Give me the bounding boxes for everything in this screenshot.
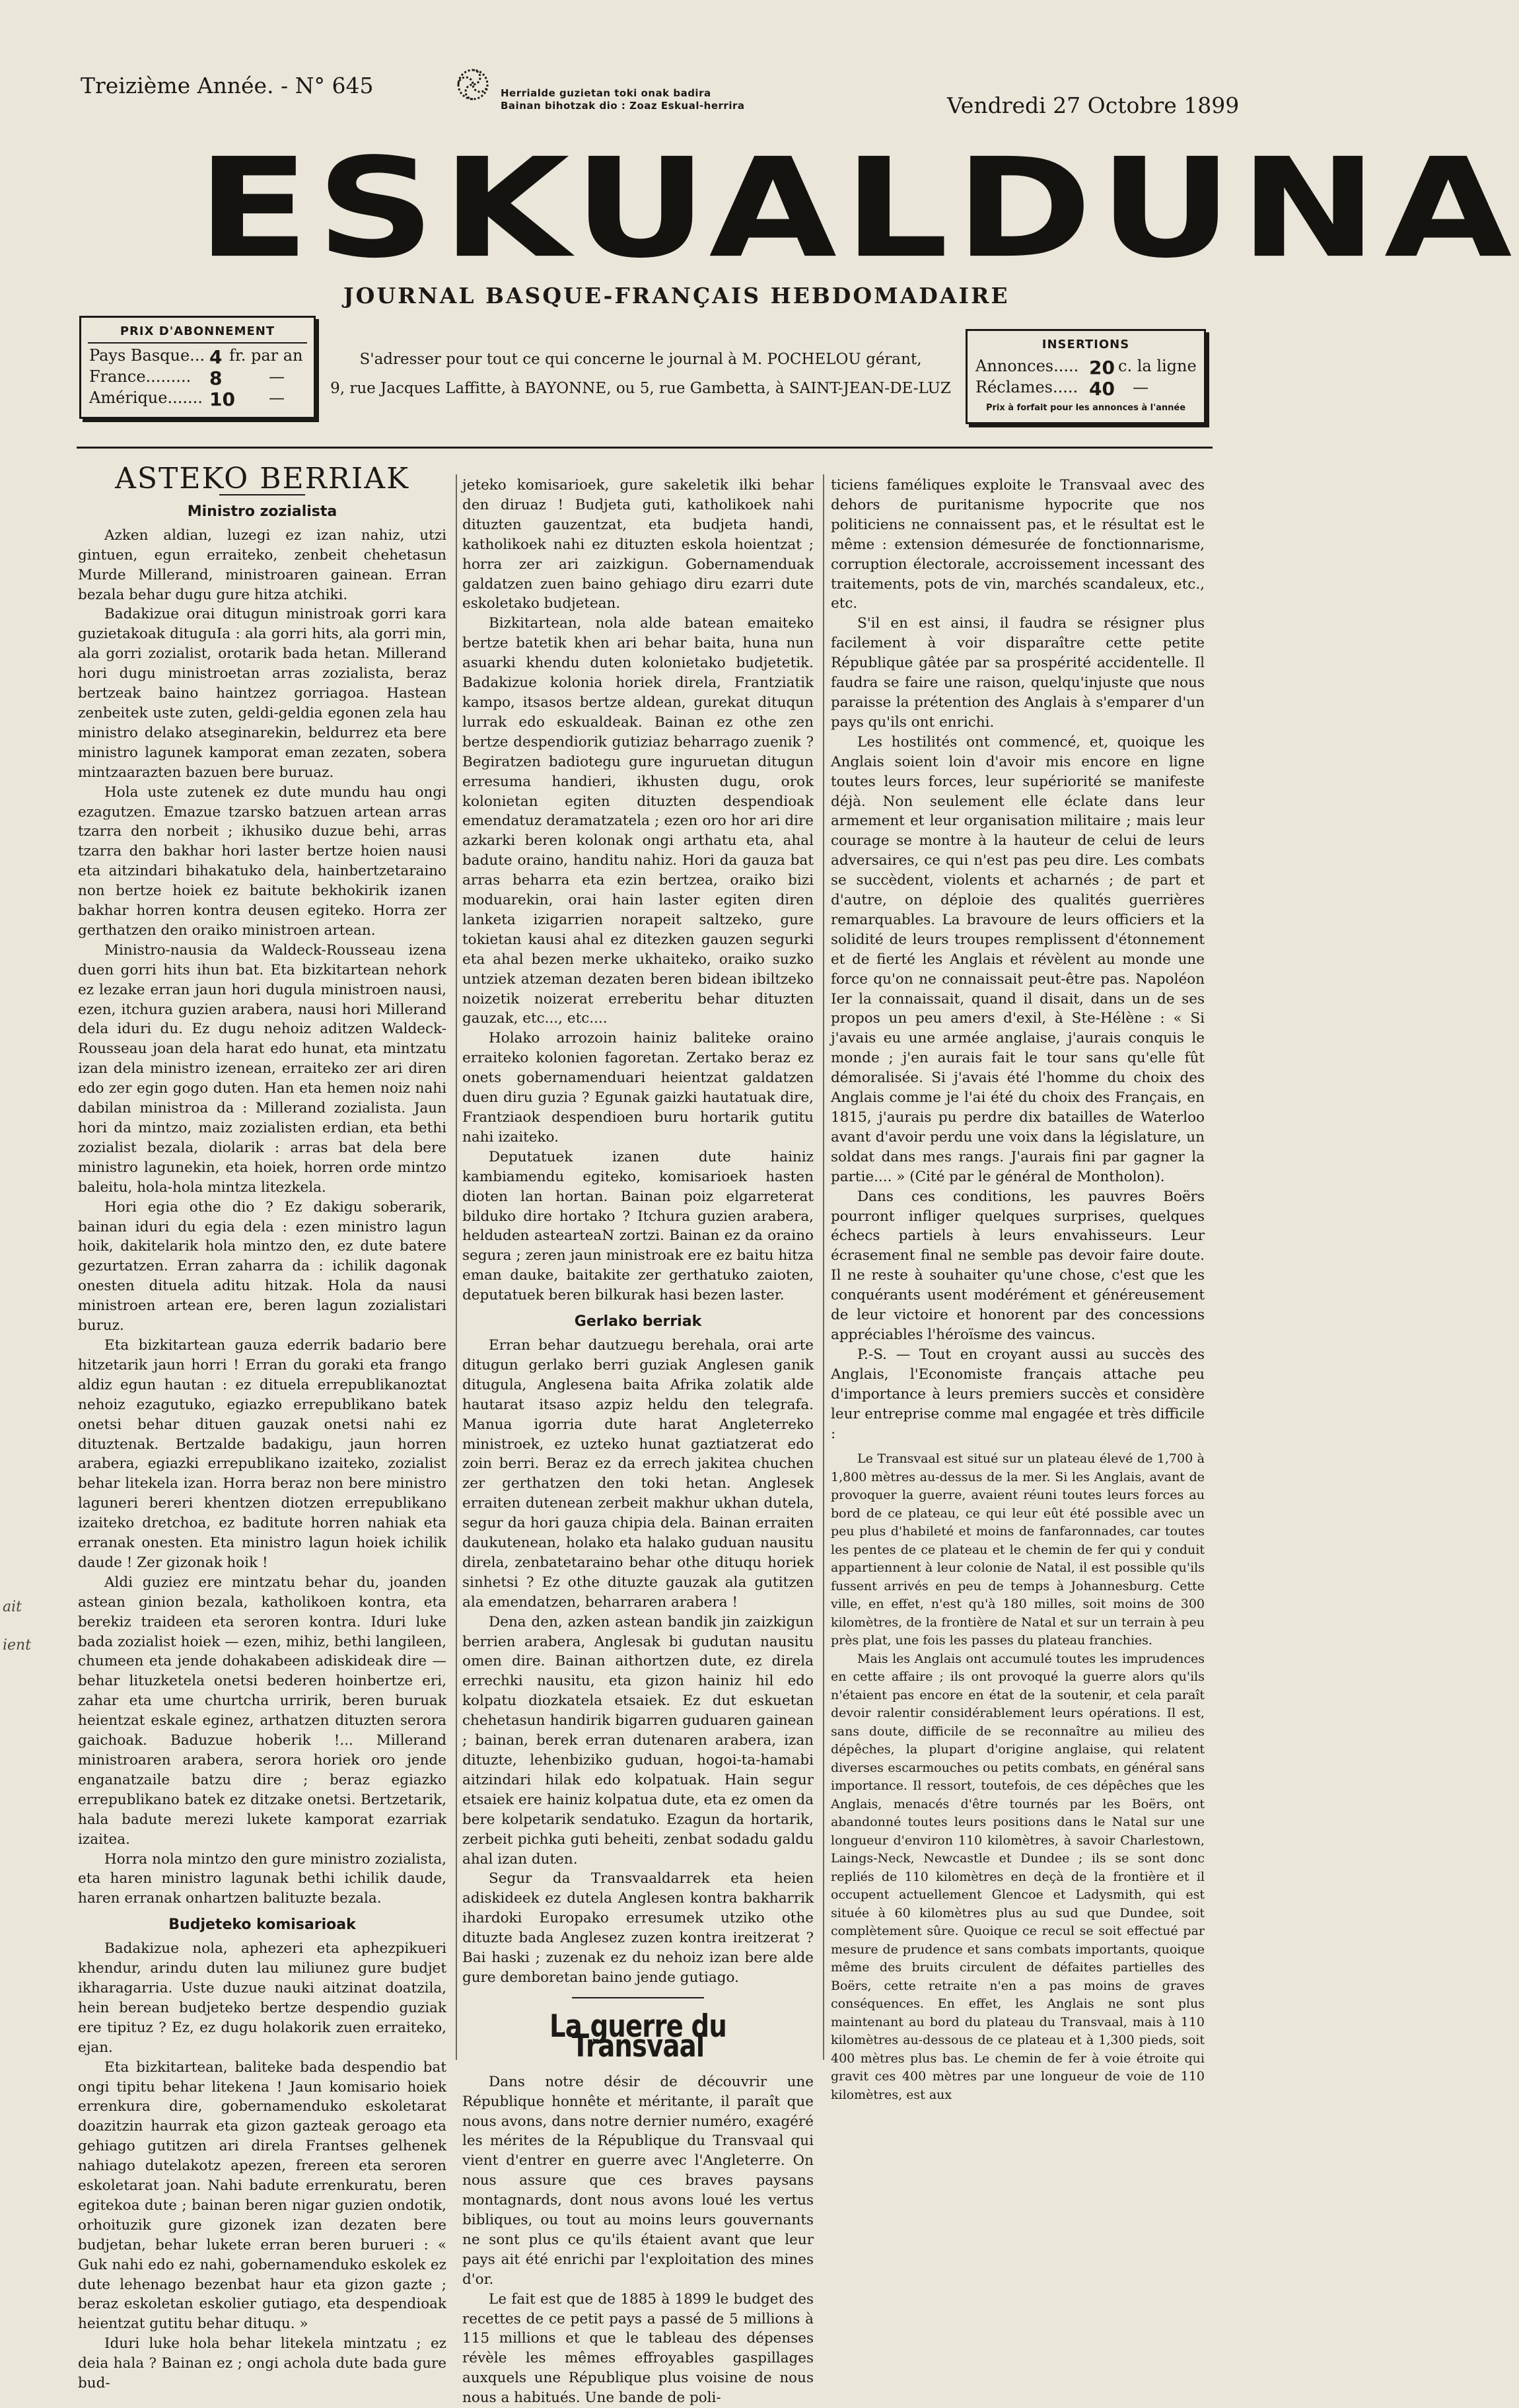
insertions-row: Annonces..... 20 c. la ligne (975, 357, 1197, 379)
masthead-subtitle: JOURNAL BASQUE-FRANÇAIS HEBDOMADAIRE (343, 283, 1010, 309)
paragraph: Azken aldian, luzegi ez izan nahiz, utzi gintuen, egun erraiteko, zenbeit chehetasun Murde Millerand, ministroaren gainean. Erran bezala behar dugu gure hitza atchiki. (78, 527, 446, 603)
paragraph: P.-S. — Tout en croyant aussi au succès des Anglais, l'Economiste français attache peu d'importance à leurs premiers succès et considère leur entreprise comme mal engagée et très difficile : (831, 1346, 1205, 1442)
contact-address: S'adresser pour tout ce qui concerne le journal à M. POCHELOU gérant, 9, rue Jacques Laffitte, à BAYONNE, ou 5, rue Gambetta, à SAINT-JEAN-DE-LUZ (330, 351, 951, 397)
article-heading: Ministro zozialista (187, 503, 337, 520)
paragraph: Les hostilités ont commencé, et, quoique les Anglais soient loin d'avoir mis encore en ligne toutes leurs forces, leur supériorité se manifeste déjà. Non seulement elle éclate dans leur armement et leur organisation militaire ; mais leur courage se montre à la hauteur de celui de leurs adversaires, ce qui n'est pas peu dire. Les combats se succèdent, violents et acharnés ; de part et d'autre, on déploie des qualités guerrières remarquables. La bravoure de leurs officiers et la solidité de leurs troupes remplissent d'étonnement et de fierté les Anglais et révèlent au monde une force qu'on ne connaissait peut-être pas. Napoléon Ier la connaissait, quand il disait, dans un de ses propos un peu amers d'exil, à Ste-Hélène : « Si j'avais eu une armée anglaise, j'aurais conquis le monde ; j'en aurais fait le tour sans qu'elle fût démoralisée. Si j'avais été l'homme du choix des Anglais comme je l'ai été du choix des Français, en 1815, j'aurais pu perdre dix batailles de Waterloo avant d'avoir perdu une voix dans la législature, un soldat dans mes rangs. J'aurais fini par gagner la partie.... » (Cité par le général de Montholon). (831, 733, 1205, 1185)
paragraph: Badakizue orai ditugun ministroak gorri kara guzietakoak dituguIa : ala gorri hits, ala gorri min, ala gorri zozialist, orotarik bada hetan. Millerand hori dugu ministroetan arras zozialista, beraz bertzeak baino haintzez gorriagoa. Hastean zenbeitek uste zuten, geldi-geldia egonen zela hau ministro delako atseginarekin, beldurrez eta bere ministro lagunek kamporat eman zezaten, sobera mintzaarazten bazuen bere buruaz. (78, 606, 446, 781)
subscription-row: France......... 8 — (89, 367, 285, 389)
margin-note: ait (3, 1599, 22, 1615)
article-heading: Gerlako berriak (574, 1313, 702, 1331)
quoted-paragraph: Mais les Anglais ont accumulé toutes les imprudences en cette affaire ; ils ont provoqué la guerre alors qu'ils n'étaient pas encore en état de la soutenir, et cela paraît devoir ralentir considérablement leurs opérations. Il est, sans doute, difficile de se reconnaître au milieu des dépêches, la plupart d'origine anglaise, qui relatent diverses escarmouches ou petits combats, en général sans importance. Il ressort, toutefois, de ces dépêches que les Anglais, menacés d'être tournés par les Boërs, ont abandonné toutes leurs positions dans le Natal sur une longueur d'environ 110 kilomètres, à savoir Charlestown, Laings-Neck, Newcastle et Dundee ; ils se sont donc repliés de 110 kilomètres en deçà de la frontière et il occupent actuellement Glencoe et Ladysmith, qui est située à 60 kilomètres plus au sud que Dundee, soit complètement sûre. Quoique ce recul se soit effectué par mesure de prudence et sans combats importants, quoique même des bruits circulent de défaites partielles des Boërs, cette retraite n'en a pas moins de graves conséquences. En effet, les Anglais ne sont plus maintenant au bord du plateau du Transvaal, mais à 110 kilomètres au-dessous de ce plateau et à 1,300 pieds, soit 400 mètres plus bas. Le chemin de fer à voie étroite qui gravit ces 400 mètres par une longueur de voie de 110 kilomètres, est aux (831, 1651, 1205, 2102)
subscription-row: Pays Basque... 4 fr. par an (89, 346, 303, 368)
article-title: La guerre du Transvaal (549, 2008, 726, 2064)
paragraph: Ministro-nausia da Waldeck-Rousseau izena duen gorri hits ihun bat. Eta bizkitartean nehork ez lezake erran jaun hori dugula ministroen nausi, ezen, itchura guzien arabera, nausi hori Millerand dela iduri du. Ez dugu nehoiz aditzen Waldeck-Rousseau joan dela harat edo hunat, eta mintzatu izan dela ministro izenean, erraiteko zer ari diren edo zer egin gogo duten. Han eta hemen noiz nahi dabilan ministroa da : Millerand zozialista. Jaun hori da mintzo, maiz zozialisten erdian, eta bethi zozialist bezala, diolarik : arras bat dela bere ministro lagunekin, eta hoiek, horren orde mintzo baleitu, hola-hola mintza litezkela. (78, 941, 446, 1196)
paragraph: S'il en est ainsi, il faudra se résigner plus facilement à voir disparaître cette petite République gâtée par sa prospérité accidentelle. Il faudra se faire une raison, quelqu'injuste que nous paraisse la prétention des Anglais à s'emparer d'un pays qu'ils ont enrichi. (831, 615, 1205, 731)
paragraph: jeteko komisarioek, gure sakeletik ilki behar den diruaz ! Budjeta guti, katholikoek nahi dituzten gauzentzat, eta budjeta handi, katholikoek nahi ez dituzten eskola hoientzat ; horra zer ari zaizkigun. Gobernamenduak galdatzen zuen baino gehiago diru ezarri dute eskoletako budjetean. (462, 477, 814, 612)
header-divider (77, 447, 1213, 449)
paragraph: Eta bizkitartean, baliteke bada despendio bat ongi tipitu behar litekena ! Jaun komisario hoiek errenkura dire, gobernamenduko eskoletarat doazitzin haurrak eta gizon gazteak geroago eta gehiago gutitzen ari direla Frantses gelhenek nahiago dutelakotz apezen, frereen eta seroren eskoletarat joan. Nahi badute errenkuratu, beren egitekoa dute ; bainan beren nigar guzien ondotik, orhoituzik gure gizonek izan dezaten bere budjetan, behar lukete erran beren burueri : « Guk nahi edo ez nahi, gobernamenduko eskolek ez dute lehenago bezenbat haur eta gizon gazte ; beraz eskoletan eskolier gutiago, eta despendioak heientzat gutitu behar dituqu. » (78, 2059, 446, 2333)
lauburu-icon (454, 61, 491, 108)
paragraph: Eta bizkitartean gauza ederrik badario bere hitzetarik jaun horri ! Erran du goraki eta frango aldiz egun hautan : ez dituela errepublikanoztat nehoiz ezagutuko, egiazko errepublikano batek onetsi behar dituen gauzak onetsi nahi ez dituztenak. Bertzalde badakigu, jaun horren arabera, egiazki errepublikano izaiteko, zozialist behar litekela izan. Horra beraz non bere ministro laguneri bereri khentzen diotzen errepublikano izaiteko dretchoa, ez baditute horren nahiak eta erranak onesten. Eta ministro lagun hoiek ichilik daude ! Zer gizonak hoik ! (78, 1336, 446, 1571)
paragraph: ticiens faméliques exploite le Transvaal avec des dehors de puritanisme hypocrite que nos politiciens ne connaissent pas, et le résultat est le même : extension démesurée de fonctionnarisme, corruption électorale, accroissement incessant des traitements, pots de vin, marchés scandaleux, etc., etc. (831, 477, 1205, 612)
paragraph: Aldi guziez ere mintzatu behar du, joanden astean ginion bezala, katholikoen kontra, eta berekiz traideen eta seroren kontra. Iduri luke bada zozialist hoiek — ezen, mihiz, bethi langileen, chumeen eta jende dohakabeen adiskideak dire — behar lituzketela onetsi bederen hoinbertze eri, zahar eta ume churtcha urririk, beren buruak heientzat eskale eginez, arthatzen dituzten serora gaichoak. Baduzue hoberik !... Millerand ministroaren arabera, serora horiek oro jende enganatzaile batzu dire ; beraz egiazko errepublikano batek ez ditzake onetsi. Bertzetarik, hala badute merezi lukete kamporat ezarriak izaitea. (78, 1574, 446, 1848)
subscription-box (79, 316, 316, 419)
paragraph: Dans ces conditions, les pauvres Boërs pourront infliger quelques surprises, quelques échecs partiels à leurs envahisseurs. Leur écrasement final ne semble pas devoir faire doute. Il ne reste à souhaiter qu'une chose, c'est que les conquérants usent modérément et généreusement de leur victoire et honorent par des concessions appréciables l'héroïsme des vaincus. (831, 1188, 1205, 1343)
paragraph: Dans notre désir de découvrir une République honnête et méritante, il paraît que nous avons, dans notre dernier numéro, exagéré les mérites de la République du Transvaal qui vient d'entrer en guerre avec l'Angleterre. On nous assure que ces braves paysans montagnards, dont nous avons loué les vertus bibliques, ou tout au moins leurs gouvernants ne sont plus ce qu'ils étaient avant que leur pays ait été enrichi par l'exploitation des mines d'or. (462, 2073, 814, 2288)
article-heading: Budjeteko komisarioak (168, 1916, 356, 1934)
column-divider (823, 474, 824, 2060)
masthead-title: ESKUALDUNA (197, 128, 1519, 289)
column-divider (456, 474, 457, 2060)
issue-number: Treizième Année. - N° 645 (81, 73, 374, 98)
insertions-row: Réclames..... 40 — (975, 378, 1148, 400)
issue-date: Vendredi 27 Octobre 1899 (947, 92, 1240, 118)
subscription-title: PRIX D'ABONNEMENT (120, 324, 275, 338)
column-1 (78, 462, 446, 2393)
insertions-box (966, 329, 1206, 424)
paragraph: Deputatuek izanen dute hainiz kambiamendu egiteko, komisarioek hasten dioten lan hortan. Bainan poiz elgarreterat bilduko dire hortako ? Itchura guzien arabera, helduden astearteaN zortzi. Bainan ez da oraino segura ; zeren jaun ministroak ere ez baitu hitza eman dauke, baitakite zer gerthatuko zaioten, deputatuek beren bilkurak hasi bezen laster. (462, 1148, 814, 1304)
margin-note: ient (3, 1637, 32, 1654)
column-2 (462, 476, 814, 2408)
quoted-paragraph: Le Transvaal est situé sur un plateau élevé de 1,700 à 1,800 mètres au-dessus de la mer. Si les Anglais, avant de provoquer la guerre, avaient réuni toutes leurs forces au bord de ce plateau, ce qui leur eût été possible avec un peu plus d'habileté et moins de fanfaronnades, car toutes les pentes de ce plateau et le chemin de fer qui y conduit appartiennent à leur colonie de Natal, il est possible qu'ils fussent arrivés en peu de temps à Johannesburg. Cette ville, en effet, n'est qu'à 180 milles, soit moins de 300 kilomètres, de la frontière de Natal et sur un terrain à peu près plat, une fois les passes du plateau franchies. (831, 1451, 1205, 1648)
paragraph: Le fait est que de 1885 à 1899 le budget des recettes de ce petit pays a passé de 5 millions à 115 millions et que le tableau des dépenses révèle les mêmes effroyables gaspillages auxquels une République plus voisine de nous nous a habitués. Une bande de poli- (462, 2290, 814, 2407)
paragraph: Hori egia othe dio ? Ez dakigu soberarik, bainan iduri du egia dela : ezen ministro lagun hoik, dakitelarik hola mintzo den, ez dute batere gezurtatzen. Erran zaharra da : ichilik dagonak onesten dituela aditu hitzak. Hola da nausi ministroen artean ere, beren lagun zozialistari buruz. (78, 1198, 446, 1334)
column-3 (831, 476, 1205, 2104)
section-title: ASTEKO BERRIAK (115, 462, 409, 495)
paragraph: Dena den, azken astean bandik jin zaizkigun berrien arabera, Anglesak bi gudutan nausitu omen dire. Bainan aithortzen dute, ez direla errechki nausitu, eta gizon hainiz hil edo kolpatu diozkatela etsaiek. Ez dut eskuetan chehetasun handirik bigarren guduaren gainean ; bainan, berek erran dutenaren arabera, izan dituzte, lehenbiziko guduan, hogoi-ta-hamabi aitzindari hilak edo kolpatuak. Hain segur etsaiek ere hainiz kolpatua dute, eta ez omen da bere kolpetarik sendatuko. Ezagun da hortarik, zerbeit pichka guti beheiti, zenbat sodadu galdu ahal izan duten. (462, 1613, 814, 1868)
paragraph: Horra nola mintzo den gure ministro zozialista, eta haren ministro lagunak bethi ichilik daude, haren erranak onhartzen balituzte bezala. (78, 1850, 446, 1907)
motto: Herrialde guzietan toki onak badira Bainan bihotzak dio : Zoaz Eskual-herrira (501, 87, 745, 112)
paragraph: Erran behar dautzuegu berehala, orai arte ditugun gerlako berri guziak Anglesen ganik ditugula, Anglesena baita Afrika zolatik alde hautarat itsaso azpiz heldu den telegrafa. Manua igorria dute harat Angleterreko ministroek, ez uzteko hunat gaztiatzerat edo zoin berri. Beraz ez da errech jakitea chuchen zer gerthatzen den toki hetan. Anglesek erraiten dutenean zerbeit makhur ukhan dutela, segur da hori gauza chipia dela. Bainan erraiten daukutenean, holako eta halako guduan nausitu direla, zenbatetaraino behar othe dituqu horiek sinhetsi ? Ez othe dituzte gauzak ala gutitzen ala emendatzen, beharraren arabera ! (462, 1336, 814, 1611)
paragraph: Holako arrozoin hainiz baliteke oraino erraiteko kolonien fagoretan. Zertako beraz ez onets gobernamenduari heientzat galdatzen duen diru guzia ? Egunak gaizki hautatuak dire, Frantziaok despendioen buru hortarik gutitu nahi izaiteko. (462, 1030, 814, 1146)
subscription-row: Amérique....... 10 — (89, 388, 285, 410)
paragraph: Hola uste zutenek ez dute mundu hau ongi ezagutzen. Emazue tzarsko batzuen artean arras tzarra den norbeit ; ikhusiko duzue behi, arras tzarra den bakhar hori laster bertze hoien nausi eta aitzindari bihakatuko dela, hainbertzetaraino non bertze hoiek ez baitute bekhokirik izanen bakhar horren kontra deusen egiteko. Horra zer gerthatzen den oraiko ministroen artean. (78, 784, 446, 939)
paragraph: Iduri luke hola behar litekela mintzatu ; ez deia hala ? Bainan ez ; ongi achola dute bada gure bud- (78, 2335, 446, 2392)
paragraph: Badakizue nola, aphezeri eta aphezpikueri khendur, arindu duten lau miliunez gure budjet ikharagarria. Uste duzue nauki aitzinat doatzila, hein berean budjeteko bertze despendio guziak ere tipituz ? Ez, ez dugu holakorik zuen erraiteko, ejan. (78, 1940, 446, 2056)
section-divider (572, 1997, 704, 1998)
insertions-note: Prix à forfait pour les annonces à l'année (985, 403, 1186, 413)
paragraph: Segur da Transvaaldarrek eta heien adiskideek ez dutela Anglesen kontra bakharrik ihardoki Europako erresumek utziko othe dituzte bada Anglesez zuzen kontra ireitzerat ? Bai haski ; zuzenak ez du nehoiz izan bere alde gure demboretan baino jende gutiago. (462, 1870, 814, 1986)
insertions-title: INSERTIONS (1042, 338, 1130, 351)
paragraph: Bizkitartean, nola alde batean emaiteko bertze batetik khen ari behar baita, huna nun asuarki khendu duten kolonietako budjetetik. Badakizue kolonia horiek direla, Frantziatik kampo, itsasos bertze aldean, gurekat dituqun lurrak edo eskualdeak. Bainan ez othe zen bertze despendiorik gutiziaz beharrago zuenik ? Begiratzen badiotegu gure inguruetan ditugun erresuma handieri, ikhusten dugu, orok kolonietan egiten dituzten despendioak emendatuz deramatzatela ; ezen oro hor ari dire azkarki beren kolonak ongi arthatu eta, ahal badute oraino, handitu nahiz. Hori da gauza bat arras beharra eta ezin bertzea, oraiko bizi moduarekin, orai hain laster egiten diren lanketa izigarrien norapeit saltzeko, gure tokietan kausi ahal ez ditezken gauzen segurki eta ahal bezen merke ukhaiteko, oraiko suzko untziek atzeman dezaten beren bidean ibiltzeko noizetik noizerat erreberitu behar dituzten gauzak, etc..., etc.... (462, 615, 814, 1027)
